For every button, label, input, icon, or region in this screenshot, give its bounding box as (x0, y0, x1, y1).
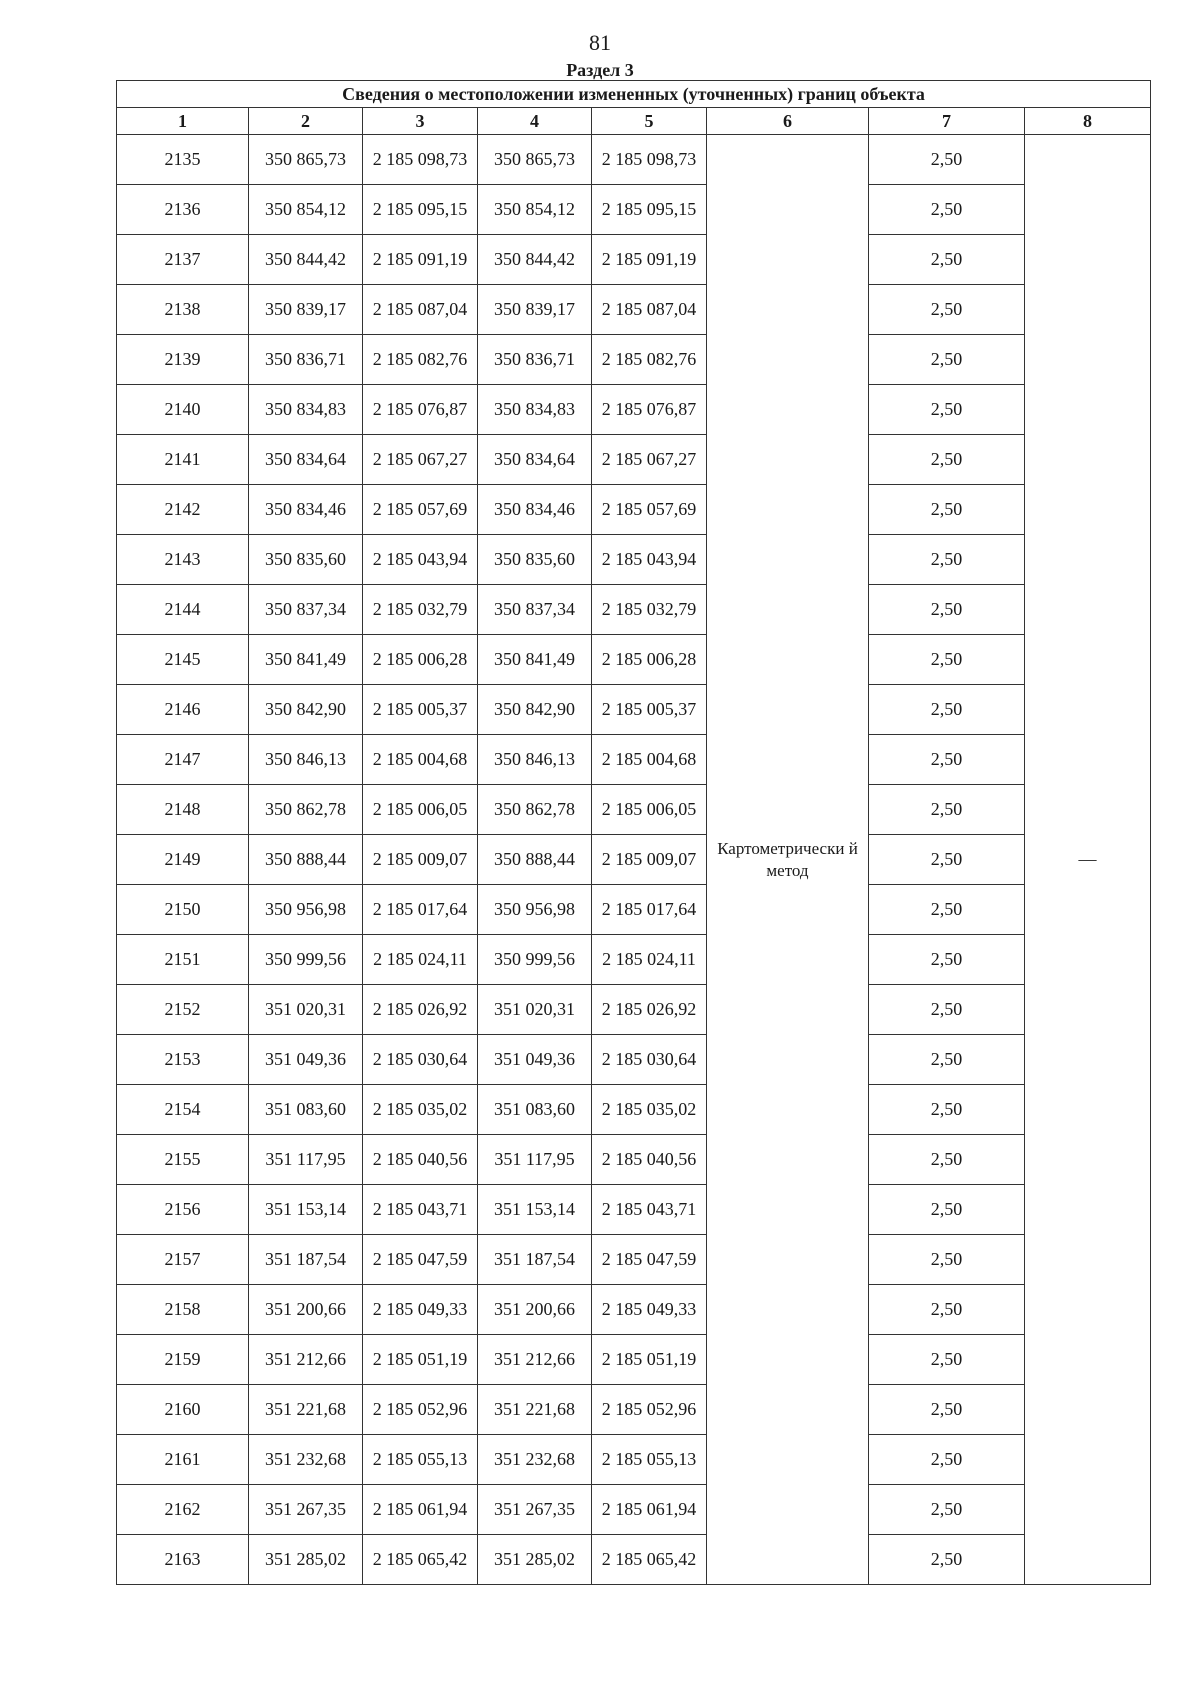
y-existing-cell: 2 185 004,68 (363, 735, 478, 785)
point-number-cell: 2159 (117, 1335, 249, 1385)
point-number-cell: 2154 (117, 1085, 249, 1135)
x-existing-cell: 351 285,02 (249, 1535, 363, 1585)
x-new-cell: 351 117,95 (478, 1135, 592, 1185)
x-existing-cell: 351 232,68 (249, 1435, 363, 1485)
accuracy-cell: 2,50 (869, 1335, 1025, 1385)
y-new-cell: 2 185 026,92 (592, 985, 707, 1035)
accuracy-cell: 2,50 (869, 185, 1025, 235)
y-new-cell: 2 185 030,64 (592, 1035, 707, 1085)
y-existing-cell: 2 185 005,37 (363, 685, 478, 735)
accuracy-cell: 2,50 (869, 985, 1025, 1035)
column-header-2: 2 (249, 108, 363, 135)
y-new-cell: 2 185 005,37 (592, 685, 707, 735)
y-new-cell: 2 185 017,64 (592, 885, 707, 935)
y-new-cell: 2 185 061,94 (592, 1485, 707, 1535)
x-existing-cell: 350 844,42 (249, 235, 363, 285)
table-row (117, 235, 1151, 285)
accuracy-cell: 2,50 (869, 735, 1025, 785)
accuracy-cell: 2,50 (869, 1385, 1025, 1435)
point-number-cell: 2145 (117, 635, 249, 685)
x-existing-cell: 351 187,54 (249, 1235, 363, 1285)
accuracy-cell: 2,50 (869, 1135, 1025, 1185)
y-existing-cell: 2 185 057,69 (363, 485, 478, 535)
table-row (117, 385, 1151, 435)
x-existing-cell: 350 999,56 (249, 935, 363, 985)
x-existing-cell: 350 846,13 (249, 735, 363, 785)
table-row (117, 585, 1151, 635)
x-new-cell: 350 839,17 (478, 285, 592, 335)
accuracy-cell: 2,50 (869, 1185, 1025, 1235)
point-number-cell: 2146 (117, 685, 249, 735)
x-new-cell: 351 200,66 (478, 1285, 592, 1335)
point-number-cell: 2153 (117, 1035, 249, 1085)
x-new-cell: 351 212,66 (478, 1335, 592, 1385)
table-row (117, 1235, 1151, 1285)
x-existing-cell: 350 835,60 (249, 535, 363, 585)
x-new-cell: 350 854,12 (478, 185, 592, 235)
column-header-1: 1 (117, 108, 249, 135)
table-row (117, 485, 1151, 535)
accuracy-cell: 2,50 (869, 535, 1025, 585)
table-row (117, 185, 1151, 235)
y-existing-cell: 2 185 061,94 (363, 1485, 478, 1535)
y-existing-cell: 2 185 065,42 (363, 1535, 478, 1585)
x-new-cell: 350 956,98 (478, 885, 592, 935)
point-number-cell: 2147 (117, 735, 249, 785)
y-new-cell: 2 185 040,56 (592, 1135, 707, 1185)
accuracy-cell: 2,50 (869, 1535, 1025, 1585)
y-existing-cell: 2 185 051,19 (363, 1335, 478, 1385)
table-row (117, 285, 1151, 335)
y-new-cell: 2 185 051,19 (592, 1335, 707, 1385)
x-existing-cell: 351 020,31 (249, 985, 363, 1035)
y-new-cell: 2 185 047,59 (592, 1235, 707, 1285)
y-new-cell: 2 185 006,05 (592, 785, 707, 835)
y-new-cell: 2 185 035,02 (592, 1085, 707, 1135)
x-new-cell: 351 285,02 (478, 1535, 592, 1585)
point-number-cell: 2143 (117, 535, 249, 585)
accuracy-cell: 2,50 (869, 585, 1025, 635)
x-existing-cell: 350 834,64 (249, 435, 363, 485)
column-header-row (117, 108, 1151, 135)
y-existing-cell: 2 185 006,28 (363, 635, 478, 685)
table-row (117, 885, 1151, 935)
column-header-5: 5 (592, 108, 707, 135)
accuracy-cell: 2,50 (869, 235, 1025, 285)
y-existing-cell: 2 185 049,33 (363, 1285, 478, 1335)
table-row (117, 1085, 1151, 1135)
x-existing-cell: 350 842,90 (249, 685, 363, 735)
accuracy-cell: 2,50 (869, 285, 1025, 335)
y-new-cell: 2 185 057,69 (592, 485, 707, 535)
note-cell: — (1025, 135, 1151, 1585)
y-new-cell: 2 185 006,28 (592, 635, 707, 685)
x-new-cell: 350 835,60 (478, 535, 592, 585)
table-row (117, 1385, 1151, 1435)
x-new-cell: 350 842,90 (478, 685, 592, 735)
accuracy-cell: 2,50 (869, 1435, 1025, 1485)
accuracy-cell: 2,50 (869, 935, 1025, 985)
table-row (117, 635, 1151, 685)
x-existing-cell: 351 221,68 (249, 1385, 363, 1435)
y-new-cell: 2 185 065,42 (592, 1535, 707, 1585)
x-new-cell: 351 267,35 (478, 1485, 592, 1535)
accuracy-cell: 2,50 (869, 485, 1025, 535)
y-new-cell: 2 185 067,27 (592, 435, 707, 485)
accuracy-cell: 2,50 (869, 785, 1025, 835)
table-row (117, 1285, 1151, 1335)
x-existing-cell: 351 153,14 (249, 1185, 363, 1235)
y-new-cell: 2 185 091,19 (592, 235, 707, 285)
accuracy-cell: 2,50 (869, 1285, 1025, 1335)
x-new-cell: 350 865,73 (478, 135, 592, 185)
column-header-6: 6 (707, 108, 869, 135)
y-existing-cell: 2 185 026,92 (363, 985, 478, 1035)
table-title: Сведения о местоположении измененных (уточненных) границ объекта (117, 81, 1151, 108)
y-new-cell: 2 185 043,94 (592, 535, 707, 585)
table-row (117, 735, 1151, 785)
x-new-cell: 350 999,56 (478, 935, 592, 985)
y-existing-cell: 2 185 091,19 (363, 235, 478, 285)
column-header-4: 4 (478, 108, 592, 135)
x-new-cell: 350 836,71 (478, 335, 592, 385)
y-existing-cell: 2 185 032,79 (363, 585, 478, 635)
point-number-cell: 2141 (117, 435, 249, 485)
x-existing-cell: 350 865,73 (249, 135, 363, 185)
point-number-cell: 2139 (117, 335, 249, 385)
x-existing-cell: 350 836,71 (249, 335, 363, 385)
y-existing-cell: 2 185 024,11 (363, 935, 478, 985)
point-number-cell: 2149 (117, 835, 249, 885)
point-number-cell: 2156 (117, 1185, 249, 1235)
y-existing-cell: 2 185 017,64 (363, 885, 478, 935)
accuracy-cell: 2,50 (869, 835, 1025, 885)
accuracy-cell: 2,50 (869, 635, 1025, 685)
table-row (117, 135, 1151, 185)
y-existing-cell: 2 185 009,07 (363, 835, 478, 885)
x-existing-cell: 351 049,36 (249, 1035, 363, 1085)
y-existing-cell: 2 185 043,94 (363, 535, 478, 585)
table-row (117, 435, 1151, 485)
x-new-cell: 351 083,60 (478, 1085, 592, 1135)
table-row (117, 1035, 1151, 1085)
table-row (117, 785, 1151, 835)
table-row (117, 1535, 1151, 1585)
y-existing-cell: 2 185 043,71 (363, 1185, 478, 1235)
point-number-cell: 2142 (117, 485, 249, 535)
y-new-cell: 2 185 024,11 (592, 935, 707, 985)
column-header-3: 3 (363, 108, 478, 135)
x-new-cell: 351 232,68 (478, 1435, 592, 1485)
x-existing-cell: 351 083,60 (249, 1085, 363, 1135)
table-row (117, 1135, 1151, 1185)
y-existing-cell: 2 185 006,05 (363, 785, 478, 835)
x-new-cell: 350 846,13 (478, 735, 592, 785)
accuracy-cell: 2,50 (869, 885, 1025, 935)
x-existing-cell: 350 834,83 (249, 385, 363, 435)
table-row (117, 1485, 1151, 1535)
accuracy-cell: 2,50 (869, 135, 1025, 185)
x-existing-cell: 350 841,49 (249, 635, 363, 685)
y-new-cell: 2 185 052,96 (592, 1385, 707, 1435)
table-row (117, 535, 1151, 585)
x-existing-cell: 350 839,17 (249, 285, 363, 335)
table-row (117, 835, 1151, 885)
x-existing-cell: 350 888,44 (249, 835, 363, 885)
point-number-cell: 2137 (117, 235, 249, 285)
point-number-cell: 2155 (117, 1135, 249, 1185)
x-new-cell: 350 834,83 (478, 385, 592, 435)
table-row (117, 1435, 1151, 1485)
y-new-cell: 2 185 009,07 (592, 835, 707, 885)
x-new-cell: 351 187,54 (478, 1235, 592, 1285)
x-new-cell: 351 221,68 (478, 1385, 592, 1435)
y-new-cell: 2 185 032,79 (592, 585, 707, 635)
accuracy-cell: 2,50 (869, 1235, 1025, 1285)
point-number-cell: 2138 (117, 285, 249, 335)
point-number-cell: 2136 (117, 185, 249, 235)
table-row (117, 985, 1151, 1035)
column-header-8: 8 (1025, 108, 1151, 135)
accuracy-cell: 2,50 (869, 385, 1025, 435)
x-new-cell: 350 834,46 (478, 485, 592, 535)
point-number-cell: 2162 (117, 1485, 249, 1535)
y-new-cell: 2 185 049,33 (592, 1285, 707, 1335)
accuracy-cell: 2,50 (869, 1035, 1025, 1085)
y-new-cell: 2 185 087,04 (592, 285, 707, 335)
x-new-cell: 351 153,14 (478, 1185, 592, 1235)
accuracy-cell: 2,50 (869, 435, 1025, 485)
y-existing-cell: 2 185 055,13 (363, 1435, 478, 1485)
x-existing-cell: 351 212,66 (249, 1335, 363, 1385)
accuracy-cell: 2,50 (869, 335, 1025, 385)
x-existing-cell: 351 117,95 (249, 1135, 363, 1185)
y-existing-cell: 2 185 087,04 (363, 285, 478, 335)
column-header-7: 7 (869, 108, 1025, 135)
y-existing-cell: 2 185 040,56 (363, 1135, 478, 1185)
y-new-cell: 2 185 076,87 (592, 385, 707, 435)
y-existing-cell: 2 185 098,73 (363, 135, 478, 185)
x-new-cell: 350 844,42 (478, 235, 592, 285)
x-existing-cell: 350 834,46 (249, 485, 363, 535)
table-row (117, 1185, 1151, 1235)
y-new-cell: 2 185 082,76 (592, 335, 707, 385)
point-number-cell: 2151 (117, 935, 249, 985)
method-cell: Картометрически й метод (707, 135, 869, 1585)
x-existing-cell: 351 267,35 (249, 1485, 363, 1535)
y-new-cell: 2 185 098,73 (592, 135, 707, 185)
table-row (117, 335, 1151, 385)
point-number-cell: 2152 (117, 985, 249, 1035)
section-title: Раздел 3 (566, 60, 634, 80)
x-existing-cell: 350 854,12 (249, 185, 363, 235)
x-new-cell: 350 834,64 (478, 435, 592, 485)
y-existing-cell: 2 185 067,27 (363, 435, 478, 485)
point-number-cell: 2157 (117, 1235, 249, 1285)
y-existing-cell: 2 185 035,02 (363, 1085, 478, 1135)
accuracy-cell: 2,50 (869, 1485, 1025, 1535)
table-body (117, 135, 1151, 1585)
y-new-cell: 2 185 095,15 (592, 185, 707, 235)
table-row (117, 685, 1151, 735)
x-new-cell: 350 837,34 (478, 585, 592, 635)
x-new-cell: 350 862,78 (478, 785, 592, 835)
x-new-cell: 351 020,31 (478, 985, 592, 1035)
x-new-cell: 350 841,49 (478, 635, 592, 685)
y-existing-cell: 2 185 030,64 (363, 1035, 478, 1085)
y-new-cell: 2 185 055,13 (592, 1435, 707, 1485)
table-row (117, 935, 1151, 985)
point-number-cell: 2148 (117, 785, 249, 835)
x-existing-cell: 350 862,78 (249, 785, 363, 835)
coordinates-table (116, 80, 1151, 1585)
y-existing-cell: 2 185 047,59 (363, 1235, 478, 1285)
x-new-cell: 351 049,36 (478, 1035, 592, 1085)
y-existing-cell: 2 185 052,96 (363, 1385, 478, 1435)
y-existing-cell: 2 185 082,76 (363, 335, 478, 385)
point-number-cell: 2161 (117, 1435, 249, 1485)
point-number-cell: 2140 (117, 385, 249, 435)
point-number-cell: 2158 (117, 1285, 249, 1335)
x-existing-cell: 351 200,66 (249, 1285, 363, 1335)
y-new-cell: 2 185 043,71 (592, 1185, 707, 1235)
point-number-cell: 2144 (117, 585, 249, 635)
page-number: 81 (589, 30, 611, 55)
point-number-cell: 2160 (117, 1385, 249, 1435)
point-number-cell: 2150 (117, 885, 249, 935)
accuracy-cell: 2,50 (869, 685, 1025, 735)
accuracy-cell: 2,50 (869, 1085, 1025, 1135)
table-row (117, 1335, 1151, 1385)
y-new-cell: 2 185 004,68 (592, 735, 707, 785)
point-number-cell: 2163 (117, 1535, 249, 1585)
x-existing-cell: 350 837,34 (249, 585, 363, 635)
point-number-cell: 2135 (117, 135, 249, 185)
x-existing-cell: 350 956,98 (249, 885, 363, 935)
y-existing-cell: 2 185 076,87 (363, 385, 478, 435)
x-new-cell: 350 888,44 (478, 835, 592, 885)
y-existing-cell: 2 185 095,15 (363, 185, 478, 235)
